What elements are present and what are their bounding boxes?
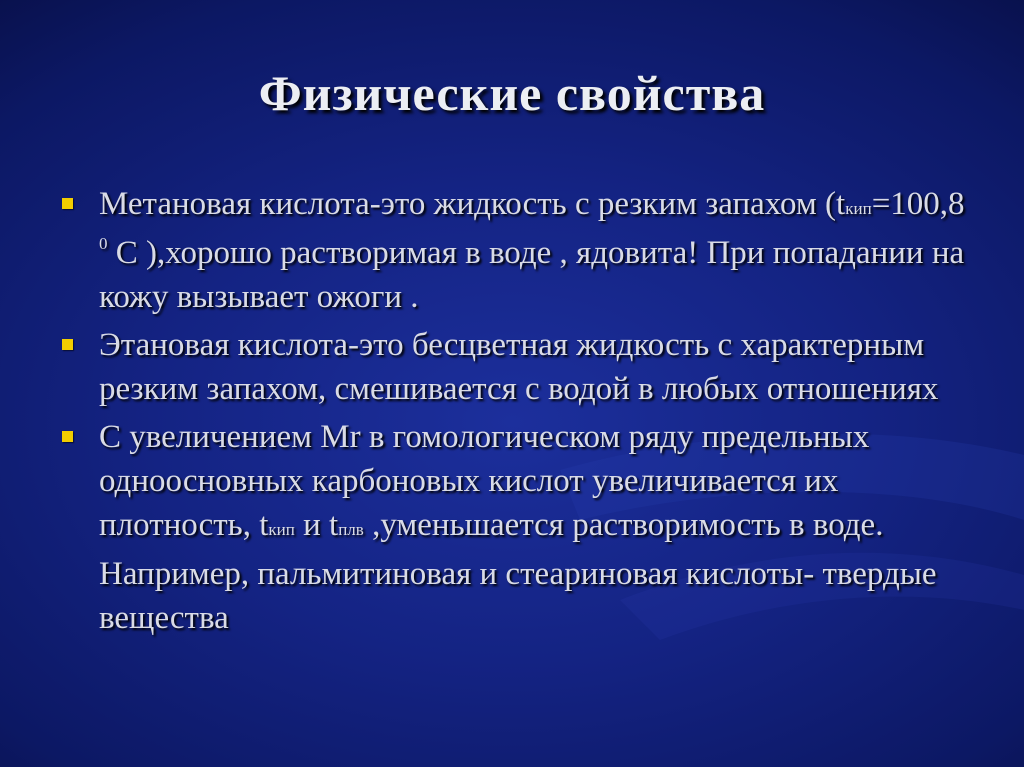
slide-title: Физические свойства [258, 65, 766, 121]
subscript-plv: плв [338, 520, 364, 539]
bullet-text: ,уменьшается растворимость в воде. Например, пальмитиновая и стеариновая кислоты- твердые вещества [99, 507, 937, 636]
bullet-ethanoic-acid [60, 323, 970, 411]
bullet-text: С увеличением Mr в гомологическом ряду предельных одноосновных карбоновых кислот увеличивается их плотность, t [99, 419, 870, 543]
subscript-kip: кип [268, 520, 295, 539]
bullet-text: С ),хорошо растворимая в воде , ядовита! При попадании на кожу вызывает ожоги . [99, 235, 965, 315]
bullet-homologous-series [60, 415, 970, 640]
square-bullet-icon [62, 339, 73, 350]
bullet-text: =100,8 [871, 186, 965, 222]
square-bullet-icon [62, 431, 73, 442]
bullet-text: и t [294, 507, 339, 543]
bullet-list [60, 182, 970, 644]
bullet-text: Этановая кислота-это бесцветная жидкость с характерным резким запахом, смешивается с водой в любых отношениях [99, 327, 939, 407]
bullet-methanoic-acid [60, 182, 970, 319]
bullet-text: Метановая кислота-это жидкость с резким запахом (t [99, 186, 846, 222]
subscript-kip: кип [845, 199, 872, 218]
superscript-degree: 0 [99, 234, 108, 253]
square-bullet-icon [62, 198, 73, 209]
